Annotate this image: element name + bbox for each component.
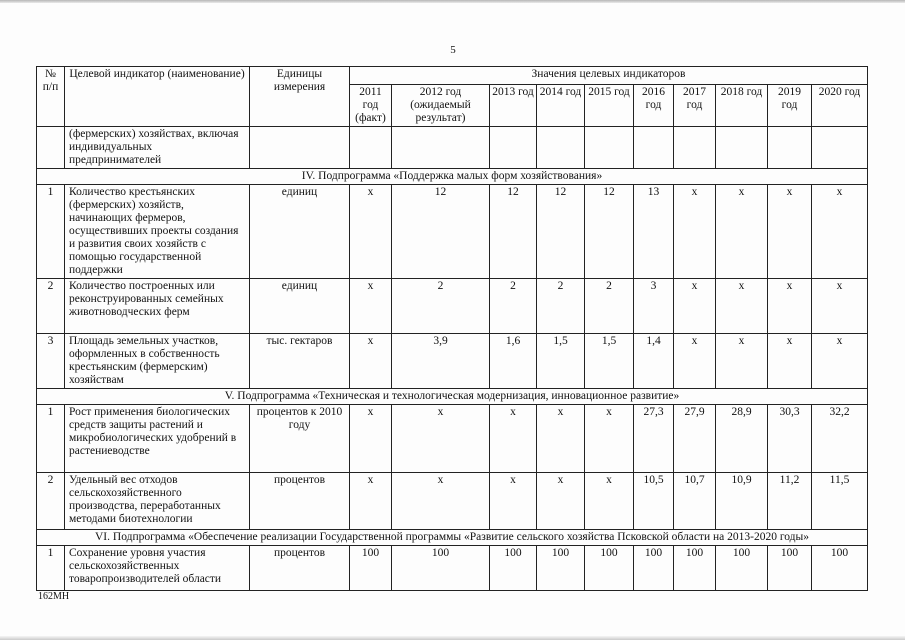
value-cell: 2	[392, 279, 490, 334]
value-cell: х	[812, 334, 868, 389]
value-cell: 12	[585, 185, 634, 279]
unit-cell: процентов	[250, 546, 350, 591]
indicator-name: Количество построенных или реконструированных семейных животноводческих ферм	[65, 279, 250, 334]
value-cell: 30,3	[768, 405, 812, 473]
value-cell: 27,3	[634, 405, 674, 473]
value-cell: 1,6	[490, 334, 537, 389]
page-number: 5	[450, 44, 456, 56]
value-cell: 100	[392, 546, 490, 591]
table-row	[37, 473, 868, 530]
section-title: V. Подпрограмма «Техническая и технологическая модернизация, инновационное развитие»	[37, 389, 868, 405]
section-row	[37, 530, 868, 546]
value-cell: х	[674, 334, 716, 389]
value-cell: 2	[585, 279, 634, 334]
value-cell: 11,5	[812, 473, 868, 530]
value-cell: х	[585, 473, 634, 530]
row-number: 2	[37, 473, 65, 530]
scan-edge-top	[0, 0, 905, 3]
value-cell: 10,9	[716, 473, 768, 530]
unit-cell: процентов к 2010 году	[250, 405, 350, 473]
value-cell: 1,5	[537, 334, 585, 389]
unit-cell: единиц	[250, 279, 350, 334]
table-row	[37, 185, 868, 279]
value-cell: 100	[585, 546, 634, 591]
header-indicator: Целевой индикатор (наименование)	[65, 67, 250, 127]
value-cell: х	[716, 279, 768, 334]
table-row	[37, 405, 868, 473]
value-cell: 11,2	[768, 473, 812, 530]
value-cell: 12	[537, 185, 585, 279]
header-units: Единицы измерения	[250, 67, 350, 127]
value-cell: х	[674, 185, 716, 279]
value-cell: 1,5	[585, 334, 634, 389]
value-cell: х	[716, 185, 768, 279]
value-cell: 3,9	[392, 334, 490, 389]
header-year: 2012 год (ожидаемый результат)	[392, 85, 490, 127]
header-year: 2017 год	[674, 85, 716, 127]
indicator-name: Рост применения биологических средств защиты растений и микробиологических удобрений в растениеводстве	[65, 405, 250, 473]
value-cell: х	[674, 279, 716, 334]
indicator-name: Сохранение уровня участия сельскохозяйственных товаропроизводителей области	[65, 546, 250, 591]
header-row	[37, 67, 868, 85]
value-cell: 12	[392, 185, 490, 279]
scan-edge-bottom	[0, 636, 905, 640]
value-cell: 100	[490, 546, 537, 591]
header-year: 2015 год	[585, 85, 634, 127]
row-number: 2	[37, 279, 65, 334]
table-row	[37, 279, 868, 334]
value-cell: 10,5	[634, 473, 674, 530]
value-cell: 1,4	[634, 334, 674, 389]
value-cell: 27,9	[674, 405, 716, 473]
continuation-row	[37, 127, 868, 169]
unit-cell: процентов	[250, 473, 350, 530]
value-cell: 100	[768, 546, 812, 591]
value-cell: 100	[537, 546, 585, 591]
value-cell: х	[585, 405, 634, 473]
header-year: 2013 год	[490, 85, 537, 127]
value-cell: 100	[812, 546, 868, 591]
value-cell: 13	[634, 185, 674, 279]
header-year: 2019 год	[768, 85, 812, 127]
value-cell: х	[716, 334, 768, 389]
section-title: IV. Подпрограмма «Поддержка малых форм хозяйствования»	[37, 169, 868, 185]
value-cell: 3	[634, 279, 674, 334]
header-num: № п/п	[37, 67, 65, 127]
value-cell: х	[490, 405, 537, 473]
value-cell: х	[392, 405, 490, 473]
target-indicators-table	[36, 66, 868, 591]
value-cell: х	[350, 279, 392, 334]
value-cell: 2	[537, 279, 585, 334]
continuation-text: (фермерских) хозяйствах, включая индивидуальных предпринимателей	[65, 127, 250, 169]
indicator-name: Площадь земельных участков, оформленных в собственность крестьянским (фермерским) хозяйствам	[65, 334, 250, 389]
value-cell: х	[768, 279, 812, 334]
value-cell: х	[768, 334, 812, 389]
value-cell: х	[812, 279, 868, 334]
row-number: 1	[37, 185, 65, 279]
value-cell: х	[350, 405, 392, 473]
value-cell: х	[537, 473, 585, 530]
header-year: 2020 год	[812, 85, 868, 127]
value-cell: 28,9	[716, 405, 768, 473]
table-row	[37, 546, 868, 591]
indicator-name: Удельный вес отходов сельскохозяйственного производства, переработанных методами биотехнологии	[65, 473, 250, 530]
value-cell: 100	[350, 546, 392, 591]
value-cell: х	[392, 473, 490, 530]
value-cell: 2	[490, 279, 537, 334]
section-row	[37, 169, 868, 185]
value-cell: х	[350, 334, 392, 389]
value-cell: 32,2	[812, 405, 868, 473]
unit-cell: тыс. гектаров	[250, 334, 350, 389]
row-number: 1	[37, 405, 65, 473]
section-title: VI. Подпрограмма «Обеспечение реализации Государственной программы «Развитие сельского хозяйства Псковской области на 2013-2020 годы»	[37, 530, 868, 546]
row-number: 3	[37, 334, 65, 389]
value-cell: х	[812, 185, 868, 279]
header-year: 2018 год	[716, 85, 768, 127]
row-number: 1	[37, 546, 65, 591]
value-cell: х	[350, 185, 392, 279]
value-cell: х	[350, 473, 392, 530]
value-cell: 12	[490, 185, 537, 279]
value-cell: 100	[674, 546, 716, 591]
table-row	[37, 334, 868, 389]
value-cell: х	[490, 473, 537, 530]
indicator-name: Количество крестьянских (фермерских) хозяйств, начинающих фермеров, осуществивших проекты создания и развития своих хозяйств с помощью государственной поддержки	[65, 185, 250, 279]
value-cell: 100	[716, 546, 768, 591]
value-cell: 10,7	[674, 473, 716, 530]
footer-code: 162MH	[38, 591, 70, 602]
header-year: 2014 год	[537, 85, 585, 127]
section-row	[37, 389, 868, 405]
header-year: 2016 год	[634, 85, 674, 127]
value-cell: х	[537, 405, 585, 473]
value-cell: х	[768, 185, 812, 279]
header-year: 2011 год (факт)	[350, 85, 392, 127]
header-values-group: Значения целевых индикаторов	[350, 67, 868, 85]
value-cell: 100	[634, 546, 674, 591]
unit-cell: единиц	[250, 185, 350, 279]
